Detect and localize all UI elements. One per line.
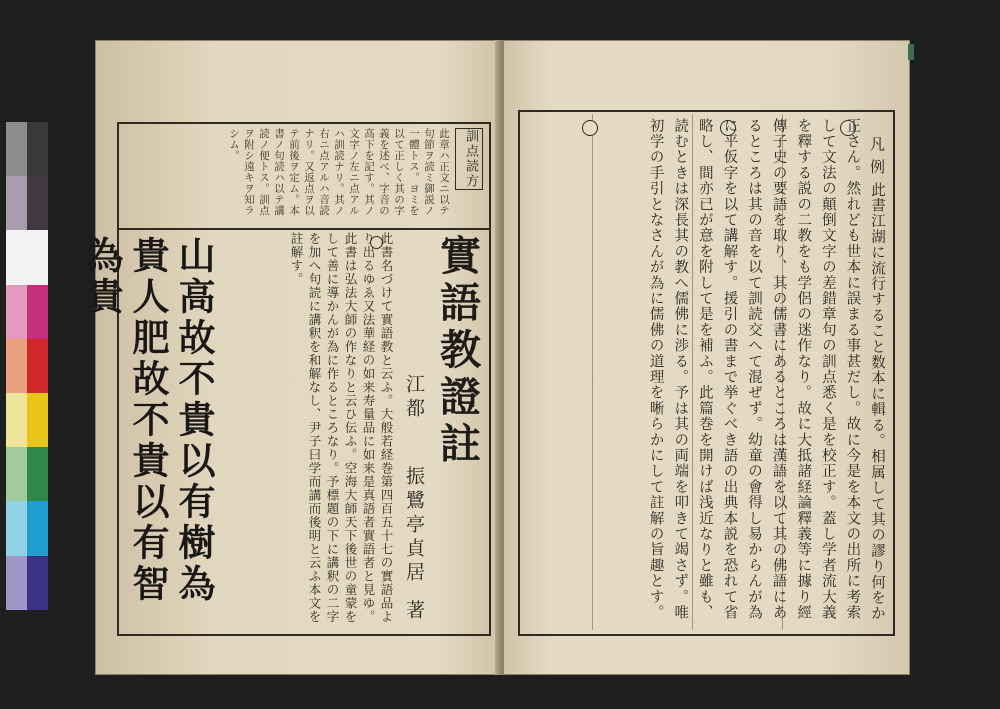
color-swatch-row xyxy=(6,556,48,610)
color-swatch-row xyxy=(6,447,48,501)
author-suffix: 著 xyxy=(403,600,425,624)
reading-guide-title: 訓点読方 xyxy=(455,128,483,190)
color-swatch xyxy=(27,501,48,555)
color-swatch xyxy=(6,122,27,176)
color-swatch-row xyxy=(6,501,48,555)
color-swatch-row xyxy=(6,122,48,176)
right-page xyxy=(503,40,910,675)
color-swatch xyxy=(27,285,48,339)
color-swatch xyxy=(6,501,27,555)
preface-notes xyxy=(527,118,889,626)
color-swatch xyxy=(6,285,27,339)
color-swatch xyxy=(27,393,48,447)
book-title: 實語教證註 xyxy=(433,234,481,469)
color-swatch xyxy=(6,339,27,393)
open-book xyxy=(80,40,910,675)
color-swatch xyxy=(6,556,27,610)
preface-text: 此書名づけて實語教と云ふ。大般若経巻第四百五十七の實語品より出るゆゑ又法華経の如来寿量品に如来是真語者實語者と見ゆ。此書は弘法大師の作なりと云ひ伝ふ。空海大師天下後世の童蒙をして善に導かんが為に作るところなり。予標題の下に講釈の二字を加へ句読に講釈を和解なし、尹子曰学而講而後明と云ふ本文を註解す。 xyxy=(289,232,394,624)
color-swatch xyxy=(6,230,27,284)
author-line xyxy=(401,374,427,624)
color-swatch xyxy=(6,393,27,447)
opening-quote: 山高故不貴以有樹為貴人肥故不貴以有智為貴 xyxy=(80,236,216,605)
left-page-frame xyxy=(80,122,491,636)
bookmark-tab xyxy=(908,44,914,60)
reading-guide-text: 此章ハ正文ニ以テ句節ヲ読ミ御説ノ一體トス。ヨミを以て正しく其の字義を述べ、字音の高下を記す。其ノ文字ノ左ニ点アルハ訓読ナリ。其ノ右ニ点アルハ音読ナリ。又返点ヲ以テ前後ヲ定ム。本書ノ句読ハ以テ講読ノ便トス。訓点ヲ附シ遠キヲ知ラシム。 xyxy=(228,128,450,216)
color-swatch xyxy=(27,447,48,501)
color-swatch xyxy=(27,122,48,176)
color-swatch-row xyxy=(6,339,48,393)
color-swatch xyxy=(27,556,48,610)
notes-heading: 凡例 xyxy=(868,136,886,182)
author-place: 江都 xyxy=(403,374,425,422)
author-name: 振鷺亭貞居 xyxy=(403,466,425,586)
color-swatch-row xyxy=(6,230,48,284)
color-swatch xyxy=(27,339,48,393)
right-page-frame xyxy=(518,110,895,636)
color-swatch-row xyxy=(6,285,48,339)
color-swatch-row xyxy=(6,393,48,447)
color-swatch xyxy=(6,176,27,230)
color-swatch-row xyxy=(6,176,48,230)
color-swatch xyxy=(6,447,27,501)
color-swatch xyxy=(27,230,48,284)
color-swatch xyxy=(27,176,48,230)
left-page xyxy=(80,40,500,675)
reading-guide-header xyxy=(119,124,489,230)
notes-text: 此書江湖に流行すること数本に輯る。相属して其の謬り何をか正さん。然れども世本に誤まる事甚だし。故に今是を本文の出所に考索して文法の顛倒文字の差錯章句の訓点悉く是を校正す。蓋し学者流大義を釋する説の二教をも学侶の迷作なり。故に大抵諸経論釋義等に據り經傳子史の要語を取り、其の儒書にあるところは漢語を以て其の佛語にあるところは其の音を以て訓読交へて混ぜず。幼童の會得し易からんが為に平仮字を以て講解す。援引の書まで挙ぐべき語の出典本説を恐れて省略し、間亦已が意を附して是を補ふ。此篇巻を開けば浅近なりと雖も、読むときは深長其の教へ儒佛に渉る。予は其の両端を叩きて竭さず。唯初学の手引となさんが為に儒佛の道理を晰らかにして註解の旨趣とす。 xyxy=(647,118,885,622)
color-calibration-bar xyxy=(6,122,48,610)
